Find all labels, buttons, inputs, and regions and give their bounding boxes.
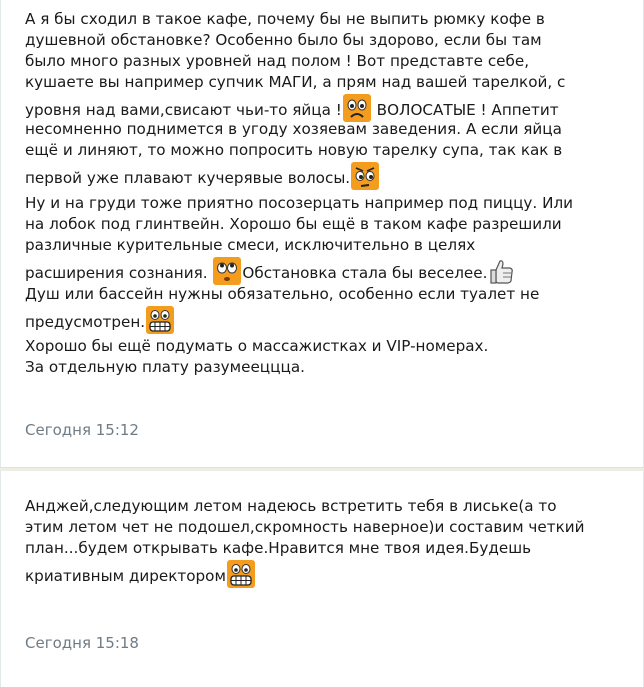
- text-fragment: расширения сознания.: [25, 264, 213, 282]
- comment-timestamp: Сегодня 15:18: [25, 634, 139, 652]
- text-line: [25, 559, 639, 585]
- text-line: на лобок под глинтвейн. Хорошо бы ещё в таком кафе разрешили: [25, 215, 562, 233]
- text-line: Ну и на груди тоже приятно посозерцать например под пиццу. Или: [25, 194, 574, 212]
- comment-paragraph-1: [25, 496, 639, 585]
- comment-timestamp: Сегодня 15:12: [25, 421, 139, 439]
- thumbs-up-icon: [487, 256, 517, 286]
- text-line: Душ или бассейн нужны обязательно, особенно если туалет не: [25, 285, 540, 303]
- comment-paragraph-3: [25, 193, 639, 282]
- text-line: За отдельную плату разумееццца.: [25, 358, 305, 376]
- text-line: [25, 93, 639, 119]
- text-line: душевной обстановке? Особенно было бы здорово, если бы там: [25, 31, 542, 49]
- text-line: несомненно поднимется в угоду хозяевам заведения. А если яйца: [25, 120, 562, 138]
- comment-paragraph-4: [25, 284, 639, 331]
- text-fragment: криативным директором: [25, 567, 226, 585]
- text-fragment: ВОЛОСАТЫЕ ! Аппетит: [371, 101, 559, 119]
- text-line: [25, 305, 639, 331]
- grin-smiley-icon: [145, 305, 175, 335]
- text-fragment: уровня над вами,свисают чьи-то яйца !: [25, 101, 342, 119]
- text-line: этим летом чет не подошел,скромность наверное)и составим четкий: [25, 518, 585, 536]
- text-line: ещё и линяют, то можно попросить новую тарелку супа, так как в: [25, 141, 563, 159]
- text-line: А я бы сходил в такое кафе, почему бы не выпить рюмку кофе в: [25, 10, 545, 28]
- comment-paragraph-5: [25, 336, 639, 378]
- comment-paragraph-2: [25, 119, 639, 187]
- text-fragment: первой уже плавают кучерявые волосы.: [25, 169, 351, 187]
- text-fragment: предусмотрен.: [25, 313, 146, 331]
- rolling-eyes-smiley-icon: [212, 256, 242, 286]
- worried-smiley-icon: [350, 161, 380, 191]
- grin-smiley-icon: [226, 559, 256, 589]
- text-line: план...будем открывать кафе.Нравится мне твоя идея.Будешь: [25, 539, 532, 557]
- text-fragment: Обстановка стала бы веселее.: [242, 264, 488, 282]
- text-line: [25, 161, 639, 187]
- comment-paragraph-1: [25, 9, 639, 119]
- text-line: было много разных уровней над полом ! Вот представте себе,: [25, 52, 530, 70]
- text-line: Хорошо бы ещё подумать о массажистках и VIP-номерах.: [25, 337, 489, 355]
- text-line: кушаете вы например супчик МАГИ, а прям над вашей тарелкой, с: [25, 73, 566, 91]
- text-line: [25, 256, 639, 282]
- text-line: Анджей,следующим летом надеюсь встретить тебя в лиське(а то: [25, 497, 557, 515]
- comment-post-2: [0, 470, 644, 687]
- text-line: различные курительные смеси, исключительно в целях: [25, 236, 476, 254]
